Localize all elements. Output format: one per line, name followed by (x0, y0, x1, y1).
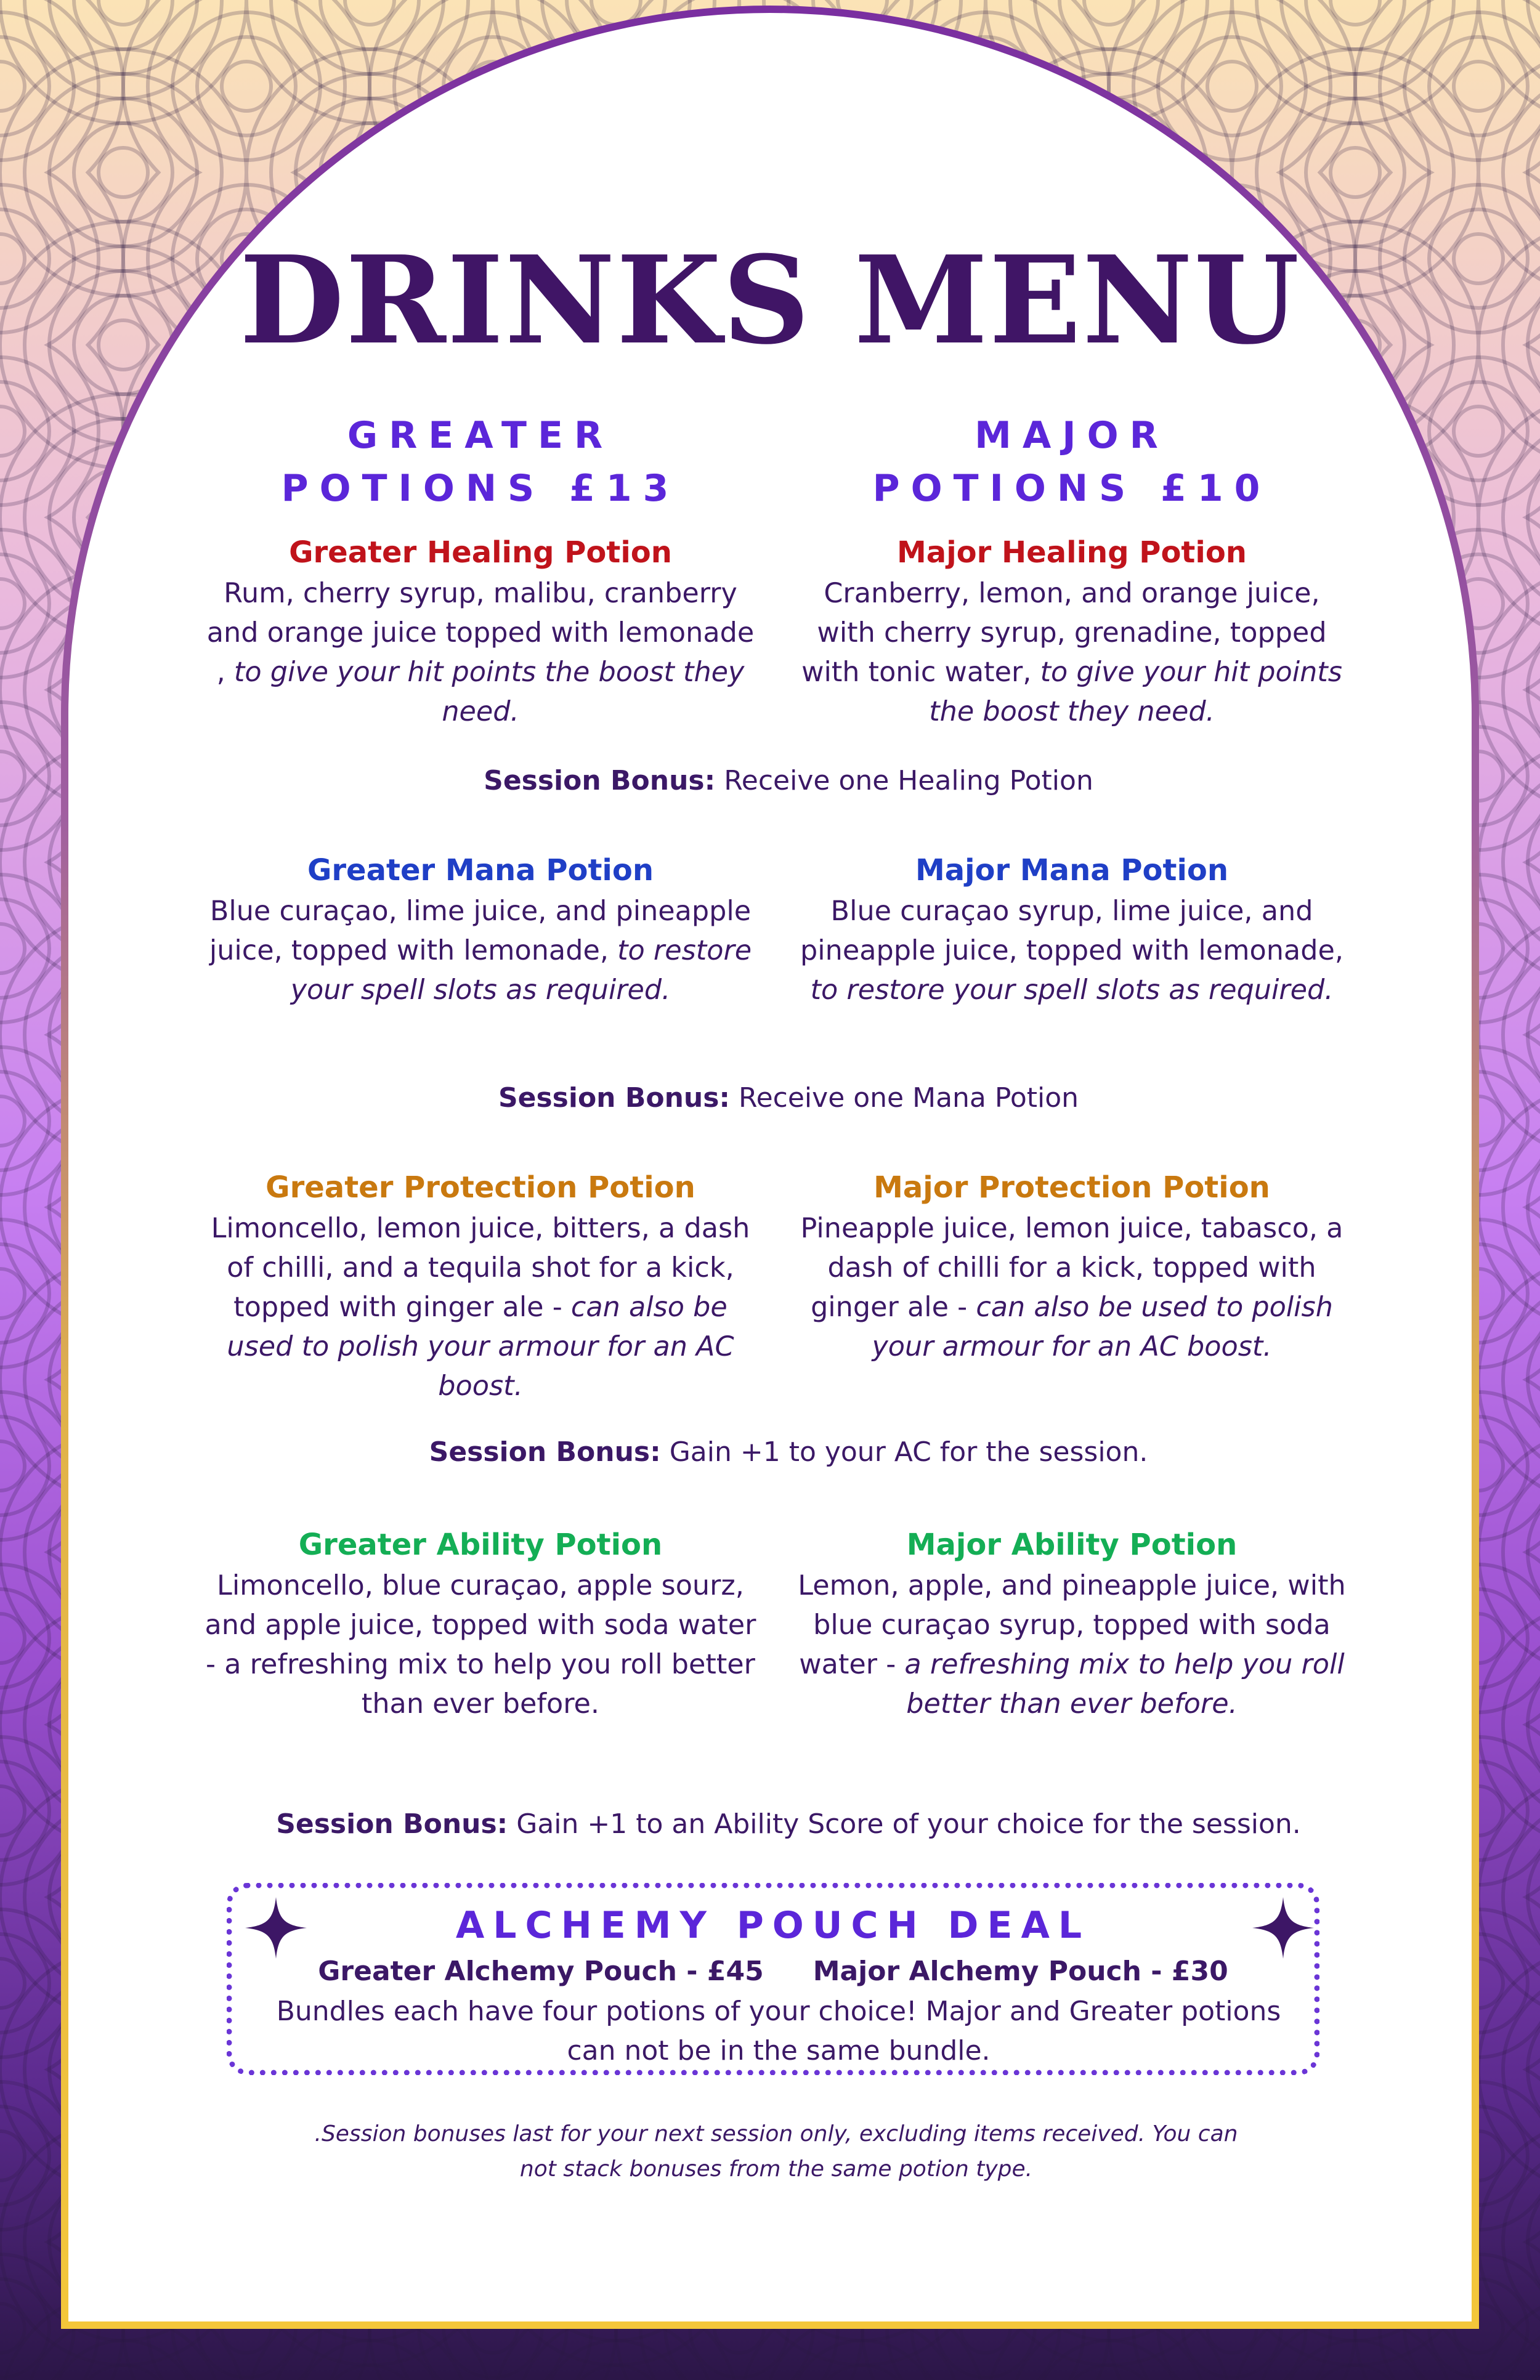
potion-name: Greater Healing Potion (289, 535, 672, 570)
potion-name: Greater Protection Potion (265, 1170, 695, 1205)
potion-name: Major Ability Potion (906, 1528, 1238, 1562)
session-bonus-ability: Session Bonus: Gain +1 to an Ability Score of your choice for the session. (276, 1808, 1301, 1840)
greater-column-heading (203, 409, 758, 515)
major-heading-line2: POTIONS £10 (872, 467, 1271, 510)
greater-mana-potion (203, 849, 758, 1010)
major-protection-potion (795, 1166, 1349, 1367)
major-ability-potion (795, 1523, 1349, 1724)
potion-name: Major Healing Potion (897, 535, 1247, 570)
sparkle-icon (245, 1897, 307, 1959)
deal-title: ALCHEMY POUCH DEAL (455, 1904, 1091, 1947)
session-bonus-healing: Session Bonus: Receive one Healing Potion (484, 765, 1093, 796)
deal-description: Bundles each have four potions of your choice! Major and Greater potions can not be in the same bundle. (276, 1996, 1281, 2066)
potion-description: Limoncello, lemon juice, bitters, a dash of chilli, and a tequila shot for a kick, topped with ginger ale - can also be used to polish your armour for an AC boost. (211, 1213, 750, 1402)
greater-healing-potion (203, 531, 758, 732)
major-heading-line1: MAJOR (975, 414, 1169, 457)
major-healing-potion (795, 531, 1349, 732)
potion-description: Pineapple juice, lemon juice, tabasco, a dash of chilli for a kick, topped with ginger ale - can also be used to polish your armour for an AC boost. (800, 1213, 1343, 1362)
greater-heading-line1: GREATER (347, 414, 614, 457)
major-column-heading (795, 409, 1349, 515)
alchemy-pouch-deal-box (227, 1883, 1319, 2075)
potion-name: Major Mana Potion (915, 853, 1229, 888)
sparkle-icon (1252, 1897, 1314, 1959)
major-pouch-price: Major Alchemy Pouch - £30 (813, 1956, 1228, 1987)
greater-heading-line2: POTIONS £13 (281, 467, 680, 510)
greater-pouch-price: Greater Alchemy Pouch - £45 (318, 1956, 764, 1987)
session-bonus-protection: Session Bonus: Gain +1 to your AC for the session. (429, 1436, 1148, 1468)
greater-ability-potion (203, 1523, 758, 1724)
session-bonus-mana: Session Bonus: Receive one Mana Potion (498, 1082, 1079, 1114)
greater-protection-potion (203, 1166, 758, 1406)
potion-description: Cranberry, lemon, and orange juice, with cherry syrup, grenadine, topped with tonic water, to give your hit points the boost they need. (801, 578, 1342, 727)
potion-description: Rum, cherry syrup, malibu, cranberry and orange juice topped with lemonade , to give your hit points the boost they need. (206, 578, 755, 727)
potion-description: Blue curaçao, lime juice, and pineapple juice, topped with lemonade, to restore your spell slots as required. (209, 896, 752, 1006)
major-mana-potion (795, 849, 1349, 1010)
potion-name: Greater Mana Potion (307, 853, 654, 888)
potion-name: Greater Ability Potion (298, 1528, 663, 1562)
menu-title: DRINKS MENU (239, 230, 1301, 371)
footnote: .Session bonuses last for your next session only, excluding items received. You can not stack bonuses from the same potion type. (314, 2121, 1238, 2182)
potion-description: Limoncello, blue curaçao, apple sourz, and apple juice, topped with soda water - a refreshing mix to help you roll better than ever before. (205, 1570, 756, 1720)
potion-description: Blue curaçao syrup, lime juice, and pineapple juice, topped with lemonade, to restore your spell slots as required. (800, 896, 1343, 1006)
potion-description: Lemon, apple, and pineapple juice, with blue curaçao syrup, topped with soda water - a refreshing mix to help you roll better than ever before. (798, 1570, 1346, 1720)
deal-prices (232, 1952, 1314, 1991)
potion-name: Major Protection Potion (873, 1170, 1270, 1205)
